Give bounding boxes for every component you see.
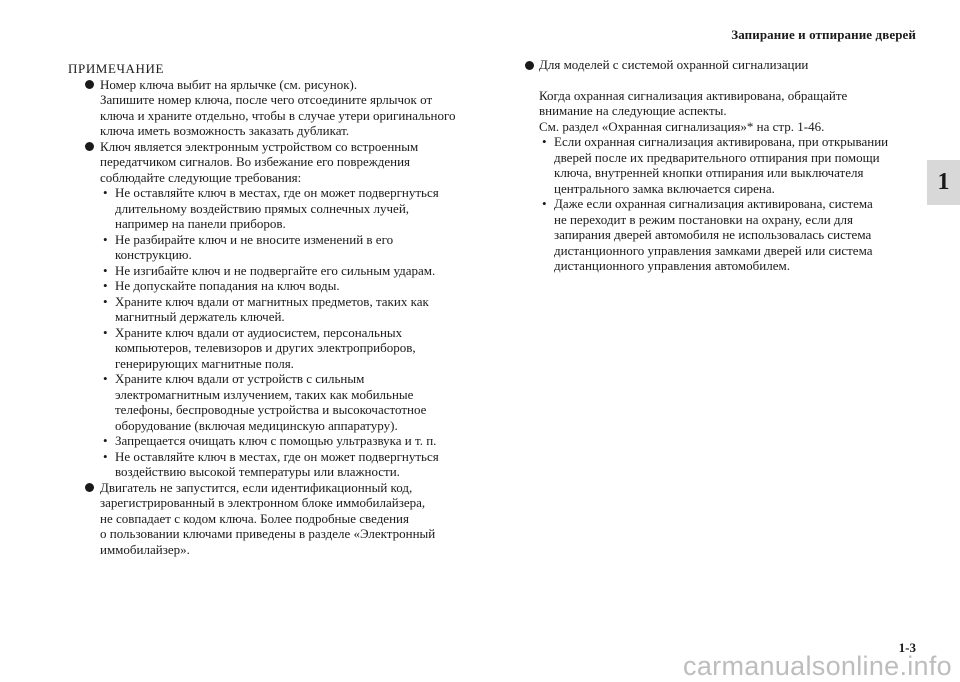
note-sub-list <box>100 185 488 480</box>
sub-list-item <box>100 325 488 372</box>
small-bullet-icon: • <box>542 196 547 211</box>
alarm-bullet-text: Для моделей с системой охранной сигнализации <box>539 57 809 72</box>
small-bullet-icon: • <box>103 433 108 448</box>
note-bullet <box>68 77 488 139</box>
text-line: Запишите номер ключа, после чего отсоедините ярлычок от <box>100 92 433 107</box>
text-line: например на панели приборов. <box>115 216 286 231</box>
bullet-dot-icon <box>85 142 94 151</box>
small-bullet-icon: • <box>103 293 108 309</box>
text-line: телефоны, беспроводные устройства и высокочастотное <box>115 402 427 417</box>
text-line: дверей после их предварительного отпирания при помощи <box>554 149 880 165</box>
sub-list-item <box>100 371 488 433</box>
text-line: дистанционного управления замками дверей или система <box>554 242 873 258</box>
text-line: запирания дверей автомобиля не использовалась система <box>554 227 872 242</box>
text-line: не совпадает с кодом ключа. Более подробные сведения <box>100 510 409 526</box>
sub-list-item <box>539 196 919 274</box>
page-number: 1-3 <box>898 640 916 655</box>
text-line: Не изгибайте ключ и не подвергайте его сильным ударам. <box>115 262 436 278</box>
text-line: Не оставляйте ключ в местах, где он может подвергнуться <box>115 448 439 464</box>
note-column <box>68 61 488 557</box>
text-line: генерирующих магнитные поля. <box>115 355 294 371</box>
small-bullet-icon: • <box>103 324 108 340</box>
bullet-dot-icon <box>525 61 534 70</box>
text-line: электромагнитным излучением, таких как мобильные <box>115 386 414 402</box>
sub-list-item <box>100 294 488 325</box>
small-bullet-icon: • <box>103 278 108 293</box>
note-bullets <box>68 77 488 558</box>
text-line: о пользовании ключами приведены в разделе «Электронный <box>100 526 436 541</box>
text-line: Не оставляйте ключ в местах, где он может подвергнуться <box>115 185 439 200</box>
text-line: конструкцию. <box>115 247 192 262</box>
text-line: соблюдайте следующие требования: <box>100 169 302 185</box>
text-line: оборудование (включая медицинскую аппаратуру). <box>115 417 398 433</box>
text-line: ключа и храните отдельно, чтобы в случае утери оригинального <box>100 107 456 123</box>
text-line: центрального замка включается сирена. <box>554 180 775 196</box>
text-line: компьютеров, телевизоров и других электроприборов, <box>115 340 416 355</box>
text-line: Храните ключ вдали от аудиосистем, персональных <box>115 324 403 340</box>
text-line: длительному воздействию прямых солнечных лучей, <box>115 200 410 216</box>
text-line: См. раздел «Охранная сигнализация»* на стр. 1-46. <box>539 118 825 134</box>
text-line: Ключ является электронным устройством со встроенным <box>100 138 419 154</box>
sub-list-item <box>100 449 488 480</box>
sub-list-item <box>100 278 488 294</box>
text-line: внимание на следующие аспекты. <box>539 103 727 118</box>
text-line: ключа иметь возможность заказать дубликат. <box>100 123 350 138</box>
text-line: магнитный держатель ключей. <box>115 309 285 324</box>
text-line: Не допускайте попадания на ключ воды. <box>115 278 340 293</box>
bullet-dot-icon <box>85 80 94 89</box>
text-line: Если охранная сигнализация активирована, при открывании <box>554 134 889 149</box>
small-bullet-icon: • <box>103 448 108 464</box>
small-bullet-icon: • <box>103 262 108 278</box>
text-line: Запрещается очищать ключ с помощью ультразвука и т. п. <box>115 433 437 448</box>
small-bullet-icon: • <box>542 134 547 149</box>
text-line: Двигатель не запустится, если идентификационный код, <box>100 479 413 495</box>
text-line: ключа, внутренней кнопки отпирания или выключателя <box>554 165 864 180</box>
text-line: зарегистрированный в электронном блоке иммобилайзера, <box>100 495 426 510</box>
watermark: carmanualsonline.info <box>683 651 952 681</box>
text-line: не переходит в режим постановки на охрану, если для <box>554 211 854 227</box>
note-bullet <box>68 480 488 558</box>
small-bullet-icon: • <box>103 185 108 200</box>
page-header: Запирание и отпирание дверей <box>731 27 916 42</box>
alarm-sub-list <box>524 134 919 274</box>
text-line: Храните ключ вдали от магнитных предметов, таких как <box>115 293 429 309</box>
text-line: Не разбирайте ключ и не вносите изменений в его <box>115 231 394 247</box>
text-line: Даже если охранная сигнализация активирована, система <box>554 196 873 211</box>
sub-list-item <box>100 263 488 279</box>
text-line: Храните ключ вдали от устройств с сильным <box>115 371 365 386</box>
note-bullet <box>68 139 488 480</box>
bullet-dot-icon <box>85 483 94 492</box>
small-bullet-icon: • <box>103 231 108 247</box>
note-title: ПРИМЕЧАНИЕ <box>68 61 165 76</box>
alarm-column <box>524 57 919 274</box>
alarm-bullet <box>524 57 919 73</box>
text-line: Номер ключа выбит на ярлычке (см. рисунок). <box>100 76 358 92</box>
small-bullet-icon: • <box>103 371 108 386</box>
sub-list-item <box>100 185 488 232</box>
sub-list-item <box>100 433 488 449</box>
sub-list-item <box>539 134 919 196</box>
alarm-paragraph <box>524 88 919 135</box>
text-line: Когда охранная сигнализация активирована, обращайте <box>539 87 848 103</box>
text-line: иммобилайзер». <box>100 541 190 557</box>
text-line: воздействию высокой температуры или влажности. <box>115 464 400 479</box>
sub-list-item <box>100 232 488 263</box>
text-line: передатчиком сигналов. Во избежание его повреждения <box>100 154 411 169</box>
chapter-tab: 1 <box>927 160 960 205</box>
text-line: дистанционного управления автомобилем. <box>554 258 790 273</box>
